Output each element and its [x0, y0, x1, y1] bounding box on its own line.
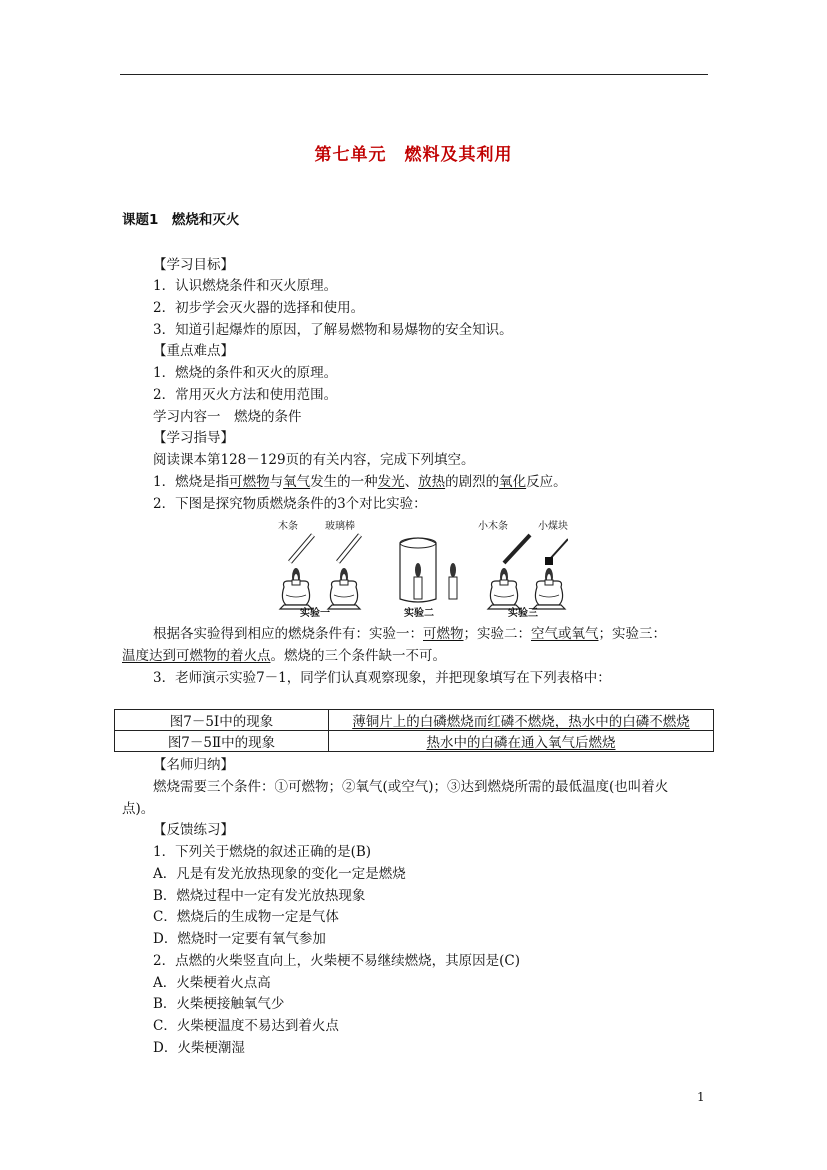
candle [414, 577, 422, 599]
question-text: 发生的一种 [310, 474, 378, 490]
header-rule [120, 74, 708, 75]
label-small-coal: 小煤块 [538, 521, 568, 532]
question-text: 1．燃烧是指 [153, 474, 230, 490]
summary-heading: 【名师归纳】 [153, 757, 234, 773]
summary-text: 点)。 [122, 801, 155, 817]
alcohol-lamp [280, 568, 312, 609]
key-point-item: 2．常用灭火方法和使用范围。 [153, 387, 338, 403]
question-1 [153, 472, 567, 492]
table-cell-label: 图7－5Ⅰ中的现象 [115, 710, 329, 731]
objective-item: 1．认识燃烧条件和灭火原理。 [153, 278, 338, 294]
objective-item: 2．初步学会灭火器的选择和使用。 [153, 300, 365, 316]
lesson-title: 课题1 燃烧和灭火 [122, 212, 240, 228]
answer-choice: (C) [499, 953, 520, 969]
option-item: D．火柴梗潮湿 [153, 1040, 245, 1056]
answer-blank: 放热 [418, 474, 446, 490]
answer-blank: 薄铜片上的白磷燃烧而红磷不燃烧，热水中的白磷不燃烧 [352, 714, 690, 730]
label-exp1: 实验一 [300, 608, 330, 617]
label-exp3: 实验三 [508, 608, 538, 617]
conclusion-text: 根据各实验得到相应的燃烧条件有：实验一： [153, 626, 423, 642]
answer-choice: (B) [350, 844, 372, 860]
practice-question-2 [153, 951, 520, 971]
practice-heading: 【反馈练习】 [153, 822, 234, 838]
label-exp2: 实验二 [404, 608, 434, 617]
page-number: 1 [697, 1090, 705, 1104]
observation-table [114, 709, 714, 752]
tongs [550, 539, 568, 559]
reading-instruction: 阅读课本第128－129页的有关内容，完成下列填空。 [153, 452, 475, 468]
answer-blank: 发光 [377, 474, 405, 490]
option-item: B．燃烧过程中一定有发光放热现象 [153, 888, 366, 904]
answer-blank: 氧化 [499, 474, 527, 490]
question-2: 2．下图是探究物质燃烧条件的3个对比实验： [153, 496, 427, 512]
question-text: 、 [404, 474, 419, 490]
question-text: 1．下列关于燃烧的叙述正确的是 [153, 844, 351, 860]
label-small-wood: 小木条 [478, 521, 508, 532]
answer-blank: 空气或氧气 [531, 626, 599, 642]
objectives-heading: 【学习目标】 [153, 257, 234, 273]
option-item: C．燃烧后的生成物一定是气体 [153, 909, 339, 925]
alcohol-lamp [488, 568, 520, 609]
objective-item: 3．知道引起爆炸的原因，了解易燃物和易爆物的安全知识。 [153, 322, 513, 338]
conclusion-text: ；实验二： [463, 626, 531, 642]
option-item: D．燃烧时一定要有氧气参加 [153, 931, 326, 947]
alcohol-lamp [328, 568, 360, 609]
question-text: 2．点燃的火柴竖直向上，火柴梗不易继续燃烧，其原因是 [153, 953, 500, 969]
table-cell-label: 图7－5Ⅱ中的现象 [115, 731, 329, 752]
key-point-item: 1．燃烧的条件和灭火的原理。 [153, 365, 338, 381]
question-text: 反应。 [526, 474, 567, 490]
alcohol-lamp [533, 568, 565, 609]
option-item: C．火柴梗温度不易达到着火点 [153, 1018, 339, 1034]
conclusion-text: ；实验三： [598, 626, 666, 642]
key-points-heading: 【重点难点】 [153, 343, 234, 359]
question-text: 的剧烈的 [445, 474, 500, 490]
conclusion-line-2 [122, 646, 446, 666]
candle [449, 577, 457, 599]
question-3: 3．老师演示实验7－1，同学们认真观察现象，并把现象填写在下列表格中： [153, 670, 611, 686]
label-wood-strip: 木条 [278, 521, 298, 532]
small-wood-strip [504, 535, 530, 563]
small-coal [545, 557, 553, 565]
answer-blank: 可燃物 [423, 626, 464, 642]
summary-text: 燃烧需要三个条件：①可燃物；②氧气(或空气)；③达到燃烧所需的最低温度(也叫着火 [153, 779, 669, 795]
option-item: B．火柴梗接触氧气少 [153, 996, 285, 1012]
answer-blank: 氧气 [283, 474, 311, 490]
content-title: 学习内容一 燃烧的条件 [153, 409, 302, 425]
guide-heading: 【学习指导】 [153, 430, 234, 446]
answer-blank: 热水中的白磷在通入氧气后燃烧 [426, 735, 616, 751]
experiment-figure [268, 517, 568, 617]
label-glass-rod: 玻璃棒 [325, 521, 355, 532]
practice-question-1 [153, 842, 371, 862]
answer-blank: 温度达到可燃物的着火点 [122, 648, 271, 664]
conclusion-line-1 [153, 624, 666, 644]
unit-title: 第七单元 燃料及其利用 [314, 145, 513, 165]
option-item: A．火柴梗着火点高 [153, 975, 271, 991]
table-row [115, 731, 714, 752]
answer-blank: 可燃物 [229, 474, 270, 490]
table-cell-value [329, 731, 714, 752]
option-item: A．凡是有发光放热现象的变化一定是燃烧 [153, 866, 406, 882]
question-text: 与 [269, 474, 284, 490]
table-cell-value [329, 710, 714, 731]
conclusion-text: 。燃烧的三个条件缺一不可。 [270, 648, 446, 664]
table-row [115, 710, 714, 731]
